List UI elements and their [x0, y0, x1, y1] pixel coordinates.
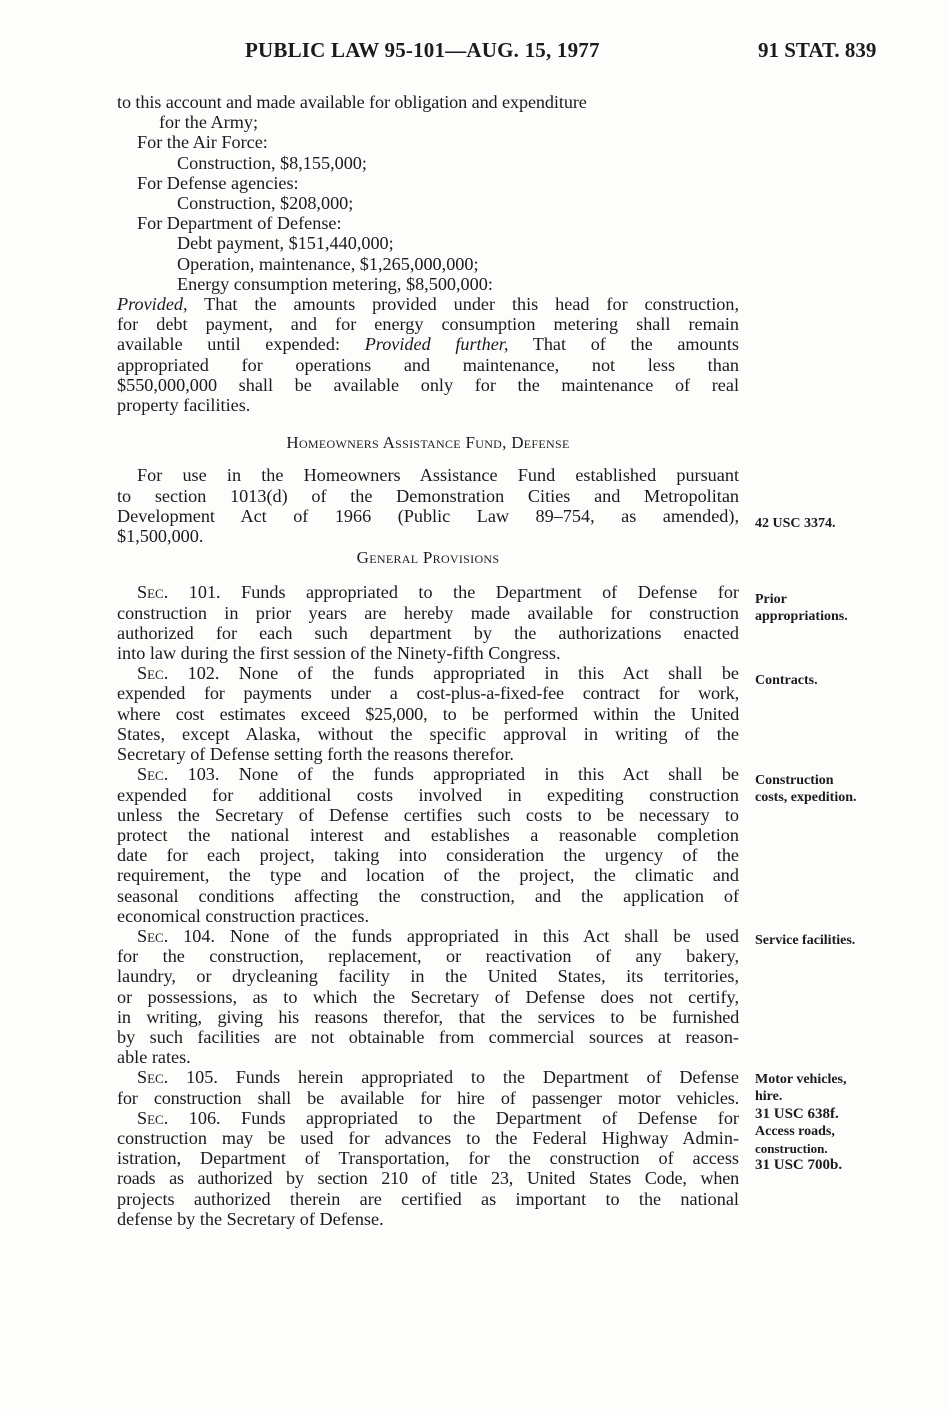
- body-line: For the Air Force:: [137, 132, 268, 153]
- margin-note-service-facilities: Service facilities.: [755, 933, 856, 948]
- proviso-text: available until expended:: [117, 334, 365, 355]
- section-line: where cost estimates exceed $25,000, to be performed within the United: [117, 703, 739, 724]
- margin-note-prior-appropriations: [755, 591, 848, 625]
- section-text: Funds appropriated to the Department of Defense for: [220, 582, 739, 603]
- section-line: by such facilities are not obtainable from commercial sources at reason-: [117, 1026, 739, 1047]
- body-line: Debt payment, $151,440,000;: [177, 233, 394, 254]
- section-line: roads as authorized by section 210 of title 23, United States Code, when: [117, 1168, 739, 1189]
- section-line: authorized for each such department by the authorizations enacted: [117, 622, 739, 643]
- margin-note-line: Motor vehicles,: [755, 1072, 847, 1087]
- margin-note-construction-costs: [755, 772, 857, 806]
- section-line: [117, 582, 739, 602]
- section-line: unless the Secretary of Defense certifies such costs to be necessary to: [117, 804, 739, 825]
- margin-note-line: Construction: [755, 773, 834, 788]
- section-line: States, except Alaska, without the specific approval in writing of the: [117, 723, 739, 744]
- proviso-line: [117, 294, 739, 314]
- margin-note-line: appropriations.: [755, 609, 848, 624]
- margin-note-42usc3374: 42 USC 3374.: [755, 516, 836, 531]
- margin-note-line: 31 USC 638f.: [755, 1106, 839, 1122]
- body-line: for the Army;: [159, 112, 259, 133]
- running-header-title: PUBLIC LAW 95-101—AUG. 15, 1977: [245, 38, 600, 62]
- body-line: Development Act of 1966 (Public Law 89–754, as amended),: [117, 505, 739, 526]
- section-line: laundry, or drycleaning facility in the United States, its territories,: [117, 966, 739, 987]
- proviso-text: That of the amounts: [508, 334, 739, 355]
- section-line: Secretary of Defense setting forth the reasons therefor.: [117, 744, 514, 765]
- section-text: Funds herein appropriated to the Department of Defense: [217, 1067, 739, 1088]
- proviso-line: appropriated for operations and maintenance, not less than: [117, 354, 739, 375]
- section-label: Sec. 103.: [137, 764, 220, 785]
- section-line: in writing, giving his reasons therefor, that the services to be furnished: [117, 1006, 739, 1027]
- section-text: Funds appropriated to the Department of Defense for: [220, 1107, 739, 1128]
- section-text: None of the funds appropriated in this Act shall be: [219, 764, 739, 785]
- section-line: defense by the Secretary of Defense.: [117, 1208, 384, 1229]
- section-line: [117, 764, 739, 784]
- section-line: [117, 926, 739, 946]
- margin-note-contracts: Contracts.: [755, 673, 818, 688]
- section-line: expended for payments under a cost-plus-a-fixed-fee contract for work,: [117, 683, 739, 704]
- section-line: istration, Department of Transportation, for the construction of access: [117, 1148, 739, 1169]
- proviso-italic: Provided,: [117, 294, 188, 315]
- section-line: expended for additional costs involved in expediting construction: [117, 784, 739, 805]
- section-line: protect the national interest and establishes a reasonable completion: [117, 824, 739, 845]
- margin-note-line: costs, expedition.: [755, 790, 857, 805]
- proviso-line: [117, 334, 739, 354]
- section-label: Sec. 101.: [137, 582, 221, 603]
- section-line: or possessions, as to which the Secretary of Defense does not certify,: [117, 986, 739, 1007]
- section-line: for construction shall be available for hire of passenger motor vehicles.: [117, 1087, 739, 1108]
- proviso-line: for debt payment, and for energy consumption metering shall remain: [117, 314, 739, 335]
- section-label: Sec. 102.: [137, 663, 220, 684]
- page-number: 91 STAT. 839: [758, 38, 877, 62]
- section-line: seasonal conditions affecting the construction, and the application of: [117, 885, 739, 906]
- margin-note-line: Prior: [755, 592, 787, 607]
- section-line: [117, 663, 739, 683]
- section-line: requirement, the type and location of the project, the climatic and: [117, 865, 739, 886]
- section-line: into law during the first session of the Ninety-fifth Congress.: [117, 643, 561, 664]
- section-line: [117, 1108, 739, 1128]
- body-line: For Department of Defense:: [137, 213, 342, 234]
- section-line: able rates.: [117, 1047, 191, 1068]
- proviso-italic: Provided further,: [364, 334, 509, 355]
- margin-note-line: hire.: [755, 1089, 783, 1104]
- section-label: Sec. 105.: [137, 1067, 218, 1088]
- section-text: None of the funds appropriated in this Act shall be used: [215, 925, 739, 946]
- body-line: Construction, $8,155,000;: [177, 152, 367, 173]
- section-line: economical construction practices.: [117, 905, 369, 926]
- body-line: For Defense agencies:: [137, 172, 299, 193]
- section-line: projects authorized therein are certified as important to the national: [117, 1188, 739, 1209]
- section-line: date for each project, taking into consideration the urgency of the: [117, 845, 739, 866]
- proviso-line: $550,000,000 shall be available only for the maintenance of real: [117, 374, 739, 395]
- body-line: $1,500,000.: [117, 526, 204, 547]
- section-text: None of the funds appropriated in this Act shall be: [219, 663, 739, 684]
- body-line: For use in the Homeowners Assistance Fund established pursuant: [137, 465, 739, 486]
- section-heading: Homeowners Assistance Fund, Defense: [286, 433, 570, 453]
- margin-note-line: construction.: [755, 1141, 828, 1156]
- margin-note-line: 31 USC 700b.: [755, 1157, 843, 1173]
- section-line: for the construction, replacement, or reactivation of any bakery,: [117, 946, 739, 967]
- section-label: Sec. 104.: [137, 925, 216, 946]
- proviso-text: That the amounts provided under this head for construction,: [187, 294, 739, 315]
- body-line: to section 1013(d) of the Demonstration Cities and Metropolitan: [117, 485, 739, 506]
- margin-note-motor-vehicles: [755, 1071, 847, 1174]
- section-line: construction may be used for advances to the Federal Highway Admin-: [117, 1127, 739, 1148]
- document-body: [117, 92, 739, 1229]
- section-heading: General Provisions: [356, 548, 500, 568]
- section-label: Sec. 106.: [137, 1107, 221, 1128]
- section-line: construction in prior years are hereby made available for construction: [117, 602, 739, 623]
- margin-note-line: Access roads,: [755, 1124, 835, 1139]
- body-line: Construction, $208,000;: [177, 193, 354, 214]
- body-line: to this account and made available for obligation and expenditure: [117, 92, 587, 112]
- section-line: [117, 1067, 739, 1087]
- body-line: Energy consumption metering, $8,500,000:: [177, 273, 493, 294]
- body-line: Operation, maintenance, $1,265,000,000;: [177, 253, 479, 274]
- proviso-line: property facilities.: [117, 395, 251, 416]
